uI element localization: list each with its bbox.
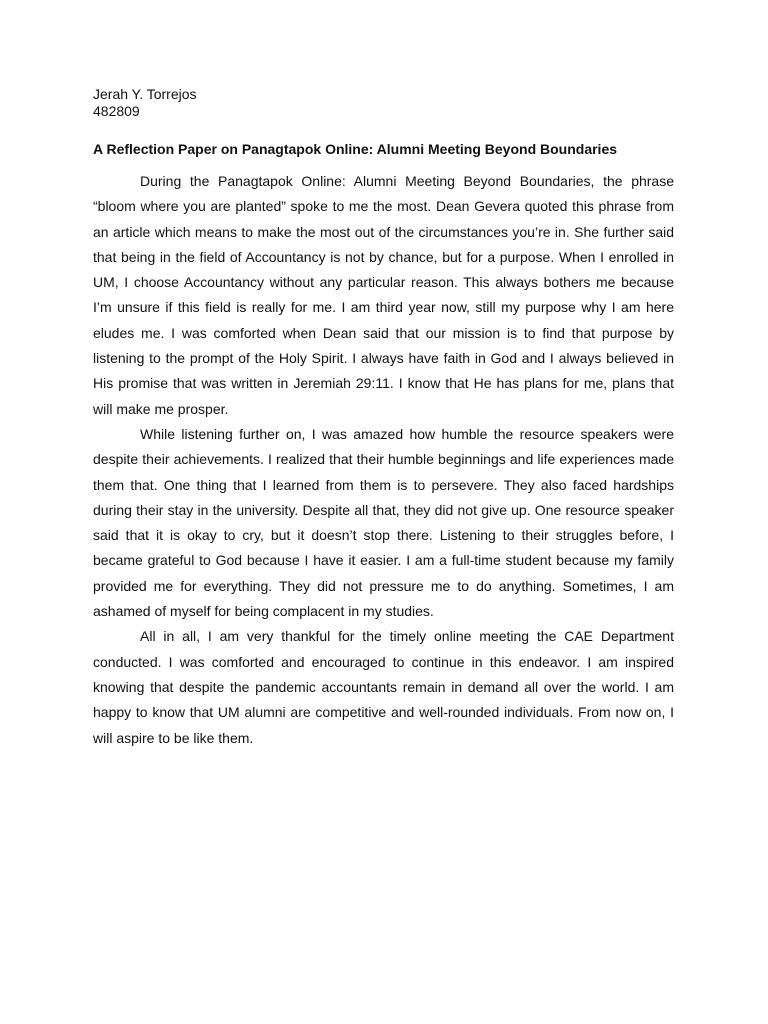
paragraph-3: All in all, I am very thankful for the timely online meeting the CAE Department conducted. I was comforted and encouraged to continue in this endeavor. I am inspired knowing that despite the pandemic accountants remain in demand all over the world. I am happy to know that UM alumni are competitive and well-rounded individuals. From now on, I will aspire to be like them. (93, 628, 674, 746)
author-id-number: 482809 (93, 103, 140, 119)
paragraph-1: During the Panagtapok Online: Alumni Meeting Beyond Boundaries, the phrase “bloom where you are planted” spoke to me the most. Dean Gevera quoted this phrase from an article which means to make the most out of the circumstances you’re in. She further said that being in the field of Accountancy is not by chance, but for a purpose. When I enrolled in UM, I choose Accountancy without any particular reason. This always bothers me because I’m unsure if this field is really for me. I am third year now, still my purpose why I am here eludes me. I was comforted when Dean said that our mission is to find that purpose by listening to the prompt of the Holy Spirit. I always have faith in God and I always believed in His promise that was written in Jeremiah 29:11. I know that He has plans for me, plans that will make me prosper. (93, 173, 674, 417)
paragraph-2: While listening further on, I was amazed how humble the resource speakers were despite their achievements. I realized that their humble beginnings and life experiences made them that. One thing that I learned from them is to persevere. They also faced hardships during their stay in the university. Despite all that, they did not give up. One resource speaker said that it is okay to cry, but it doesn’t stop there. Listening to their struggles before, I became grateful to God because I have it easier. I am a full-time student because my family provided me for everything. They did not pressure me to do anything. Sometimes, I am ashamed of myself for being complacent in my studies. (93, 425, 674, 620)
paper-title: A Reflection Paper on Panagtapok Online: Alumni Meeting Beyond Boundaries (93, 141, 618, 157)
document-body (93, 86, 674, 751)
author-name: Jerah Y. Torrejos (93, 86, 197, 102)
